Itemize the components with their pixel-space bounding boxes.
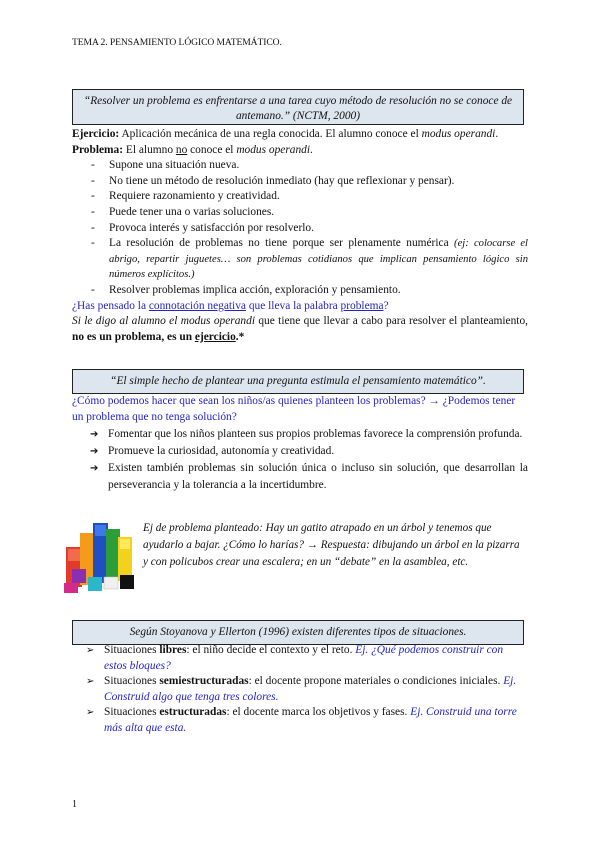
list-item: ➔ Existen también problemas sin solución única o incluso sin solución, que desarrollan la perseverancia y la tolerancia a la incertidumbre. xyxy=(72,460,528,494)
quote-nctm-text: “Resolver un problema es enfrentarse a una tarea cuyo método de resolución no se conoce de antemano.” (NCTM, 2000) xyxy=(83,95,513,122)
connotation-link[interactable]: connotación negativa xyxy=(148,299,246,312)
cube-white xyxy=(104,577,118,589)
definitions-section xyxy=(72,127,528,345)
list-item: - No tiene un método de resolución inmediato (hay que reflexionar y pensar). xyxy=(72,174,528,190)
situations-list xyxy=(72,643,528,737)
linking-cubes-image xyxy=(62,519,140,597)
list-item: - Provoca interés y satisfacción por resolverlo. xyxy=(72,221,528,237)
list-item: - Requiere razonamiento y creatividad. xyxy=(72,189,528,205)
list-item: ➔ Promueve la curiosidad, autonomía y creatividad. xyxy=(72,443,528,460)
problema-link[interactable]: problema xyxy=(340,299,384,312)
ejercicio-label: Ejercicio: xyxy=(72,128,120,140)
cube-cyan xyxy=(88,577,102,591)
quote-plantear-text: “El simple hecho de plantear una pregunta estimula el pensamiento matemático”. xyxy=(110,375,486,387)
situation-item-semiestructuradas: ➢ Situaciones semiestructuradas: el docente propone materiales o condiciones iniciales. Ej. Construid algo que tenga tres colores. xyxy=(72,674,528,705)
list-item: - Supone una situación nueva. xyxy=(72,158,528,174)
problem-posing-section xyxy=(72,394,528,494)
cube-stack-green xyxy=(106,529,120,581)
cube-purple xyxy=(72,569,86,583)
page-number: 1 xyxy=(72,799,77,810)
quote-box-plantear xyxy=(72,369,524,394)
connotation-question: ¿Has pensado la connotación negativa que lleva la palabra problema? xyxy=(72,299,389,312)
linking-cubes-illustration xyxy=(62,519,140,597)
quote-stoyanova-text: Según Stoyanova y Ellerton (1996) existen diferentes tipos de situaciones. xyxy=(129,626,467,638)
list-item: - La resolución de problemas no tiene porque ser plenamente numérica (ej: colocarse el abrigo, repartir juguetes… son problemas cotidianos que implican pensamiento lógico sin números explícitos.) xyxy=(72,236,528,283)
problem-posing-list xyxy=(72,426,528,494)
example-problem-text: Ej de problema planteado: Hay un gatito atrapado en un árbol y tenemos que ayudarlo a bajar. ¿Cómo lo harías? → Respuesta: dibujando un árbol en la pizarra y con policubos crear una escalera; en un “debate” en la asamblea, etc. xyxy=(143,522,520,568)
situation-item-libres: ➢ Situaciones libres: el niño decide el contexto y el reto. Ej. ¿Qué podemos construir con estos bloques? xyxy=(72,643,528,674)
situations-section xyxy=(72,643,528,737)
list-item: - Resolver problemas implica acción, exploración y pensamiento. xyxy=(72,283,528,299)
page-header: TEMA 2. PENSAMIENTO LÓGICO MATEMÁTICO. xyxy=(72,37,282,48)
list-item: - Puede tener una o varias soluciones. xyxy=(72,205,528,221)
problema-definition: Problema: El alumno no conoce el modus operandi. xyxy=(72,143,313,156)
cube-pink xyxy=(64,583,78,593)
cube-black xyxy=(120,575,134,589)
problem-characteristics-list xyxy=(72,158,528,298)
quote-box-stoyanova xyxy=(72,620,524,645)
situation-item-estructuradas: ➢ Situaciones estructuradas: el docente marca los objetivos y fases. Ej. Construid una torre más alta que esta. xyxy=(72,705,528,736)
quote-box-nctm xyxy=(72,89,524,125)
problem-posing-question: ¿Cómo podemos hacer que sean los niños/as quienes planteen los problemas? → ¿Podemos tener un problema que no tenga solución? xyxy=(72,395,516,423)
modus-operandi-paragraph: Si le digo al alumno el modus operandi que tiene que llevar a cabo para resolver el planteamiento, no es un problema, es un ejercicio.* xyxy=(72,315,528,343)
list-item: ➔ Fomentar que los niños planteen sus propios problemas favorece la comprensión profunda. xyxy=(72,426,528,443)
problema-label: Problema: xyxy=(72,143,124,156)
ejercicio-definition: Ejercicio: Aplicación mecánica de una regla conocida. El alumno conoce el modus operandi. xyxy=(72,128,499,140)
